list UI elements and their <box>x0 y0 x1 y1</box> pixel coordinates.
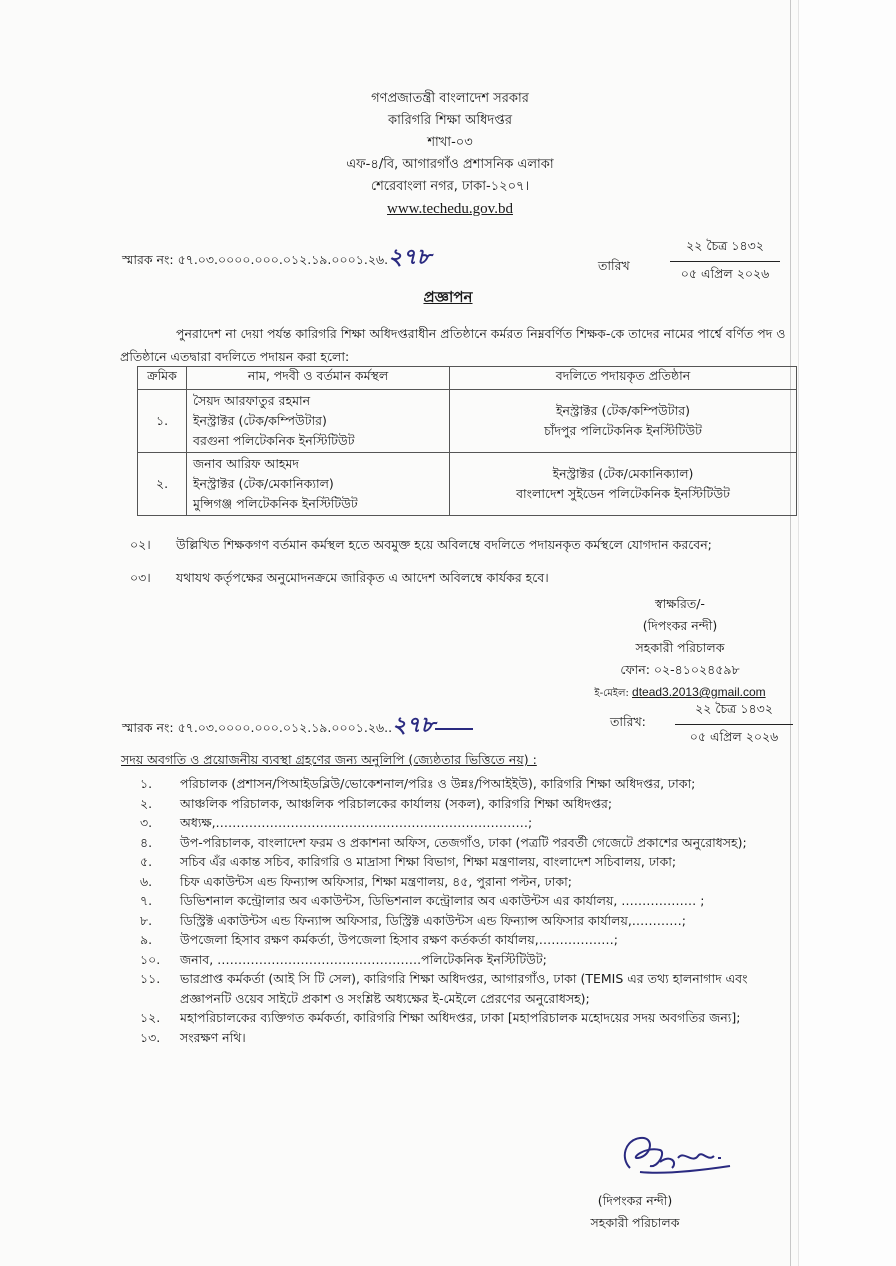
cc-list-item <box>128 969 798 1008</box>
new-posting-cell <box>450 390 797 453</box>
handwritten-number: ২৭৮ <box>392 712 435 737</box>
cc-list-item <box>128 930 798 950</box>
new-institute: চাঁদপুর পলিটেকনিক ইনস্টিটিউট <box>544 423 702 438</box>
scan-margin <box>798 0 896 1266</box>
memo-label: স্মারক নং: ৫৭.০৩.০০০০.০০০.০১২.১৯.০০০১.২৬. <box>122 252 389 267</box>
cc-list-item <box>128 833 798 853</box>
item-text: সংরক্ষণ নথি। <box>180 1029 246 1045</box>
signatory-name: (দিপংকর নন্দী) <box>642 618 718 633</box>
item-number: ৯. <box>140 932 153 947</box>
bottom-signature-block <box>560 1190 710 1234</box>
letterhead-line: কারিগরি শিক্ষা অধিদপ্তর <box>387 113 513 128</box>
cc-list-item <box>128 872 798 892</box>
signatory-name: (দিপংকর নন্দী) <box>597 1193 673 1208</box>
item-number: ৫. <box>140 854 153 869</box>
item-number: ১২. <box>140 1010 161 1025</box>
letterhead-line: শাখা-০৩ <box>427 135 473 150</box>
item-text: উপ-পরিচালক, বাংলাদেশ ফরম ও প্রকাশনা অফিস, তেজগাঁও, ঢাকা (পত্রটি পরবর্তী গেজেটে প্রকাশের অনুরোধসহ); <box>180 834 747 850</box>
handwritten-signature <box>600 1128 750 1188</box>
item-number: ২. <box>140 795 153 811</box>
item-number: ৪. <box>140 834 153 850</box>
point-03 <box>130 570 810 590</box>
item-text: মহাপরিচালকের ব্যক্তিগত কর্মকর্তা, কারিগরি শিক্ষা অধিদপ্তর, ঢাকা [মহাপরিচালক মহোদয়ের সদয় অবগতির জন্য]; <box>180 1010 741 1025</box>
handwritten-number: ২৭৮ <box>388 244 431 269</box>
teacher-post: ইনস্ট্রাক্টর (টেক/কম্পিউটার) <box>193 413 327 428</box>
pen-stroke <box>435 728 473 730</box>
item-number: ৬. <box>140 873 153 889</box>
date-label: তারিখ <box>598 258 630 273</box>
point-text: উল্লিখিত শিক্ষকগণ বর্তমান কর্মস্থল হতে অবমুক্ত হয়ে অবিলম্বে বদলিতে পদায়নকৃত কর্মস্থলে যোগদান করবেন; <box>176 537 712 552</box>
intro-paragraph: পুনরাদেশ না দেয়া পর্যন্ত কারিগরি শিক্ষা অধিদপ্তরাধীন প্রতিষ্ঠানে কর্মরত নিম্নবর্ণিত শিক্ষক-কে তাদের নামের পার্শ্বে বর্ণিত পদ ও প্রতিষ্ঠানে এতদ্বারা বদলিতে পদায়ন করা হলো: <box>120 326 786 364</box>
email-label: ই-মেইল: <box>594 688 629 699</box>
item-text: অধ্যক্ষ,…………………………………………………………………; <box>180 815 533 830</box>
cc-list-item <box>128 813 798 833</box>
serial-cell: ১. <box>138 390 187 453</box>
item-text: ডিভিশনাল কন্ট্রোলার অব একাউন্টস, ডিভিশনাল কন্ট্রোলার অব একাউন্টস এর কার্যালয়, ……………… ; <box>180 893 705 908</box>
item-text: উপজেলা হিসাব রক্ষণ কর্মকর্তা, উপজেলা হিসাব রক্ষণ কর্তকর্তা কার্যালয়,………………; <box>180 932 618 947</box>
table-row <box>138 390 797 453</box>
item-text: পরিচালক (প্রশাসন/পিআইডব্লিউ/ভোকেশনাল/পরিঃ ও উন্নঃ/পিআইইউ), কারিগরি শিক্ষা অধিদপ্তর, ঢাকা; <box>180 776 696 791</box>
letterhead-line: গণপ্রজাতন্ত্রী বাংলাদেশ সরকার <box>371 91 529 106</box>
col-new-posting: বদলিতে পদায়কৃত প্রতিষ্ঠান <box>450 367 797 390</box>
new-post: ইনস্ট্রাক্টর (টেক/কম্পিউটার) <box>556 403 690 418</box>
item-text: ভারপ্রাপ্ত কর্মকর্তা (আই সি টি সেল), কারিগরি শিক্ষা অধিদপ্তর, আগারগাঁও, ঢাকা (TEMIS এর তথ্য হালনাগাদ এবং প্রজ্ঞাপনটি ওয়েব সাইটে প্রকাশ ও সংশ্লিষ্ট অধ্যক্ষের ই-মেইলে প্রেরণের অনুরোধসহ); <box>180 971 748 1006</box>
date-label: তারিখ: <box>610 714 646 729</box>
item-number: ৭. <box>140 893 153 908</box>
serial-cell: ২. <box>138 453 187 516</box>
letterhead-line: শেরেবাংলা নগর, ঢাকা-১২০৭। <box>370 179 530 194</box>
signature-block <box>580 593 780 705</box>
current-institute: মুন্সিগঞ্জ পলিটেকনিক ইনস্টিটিউট <box>193 496 358 511</box>
col-name: নাম, পদবী ও বর্তমান কর্মস্থল <box>187 367 450 390</box>
title-text: প্রজ্ঞাপন <box>423 288 473 306</box>
teacher-name: জনাব আরিফ আহমদ <box>193 456 299 471</box>
letterhead <box>250 88 650 220</box>
new-posting-cell <box>450 453 797 516</box>
teacher-name: সৈয়দ আরফাতুর রহমান <box>193 393 311 408</box>
item-text: জনাব, ………………………………………….পলিটেকনিক ইনস্টিটিউট; <box>180 951 547 967</box>
cc-list-item <box>128 1008 798 1028</box>
scan-edge-line <box>790 0 791 1266</box>
table-row <box>138 453 797 516</box>
point-number: ০২। <box>130 537 151 552</box>
cc-list-item <box>128 950 798 970</box>
teacher-post: ইনস্ট্রাক্টর (টেক/মেকানিক্যাল) <box>193 476 334 491</box>
item-number: ১১. <box>140 971 161 986</box>
item-text: ডিস্ট্রিক্ট একাউন্টস এন্ড ফিন্যান্স অফিসার, ডিস্ট্রিক্ট একাউন্টস এন্ড ফিন্যান্স অফিসার কার্যালয়,…………; <box>180 912 687 928</box>
cc-list <box>128 774 798 1047</box>
cc-list-item <box>128 852 798 872</box>
item-number: ৩. <box>140 815 153 830</box>
item-number: ১৩. <box>140 1029 161 1045</box>
signed-mark: স্বাক্ষরিত/- <box>655 596 705 611</box>
cc-list-item <box>128 911 798 931</box>
signatory-designation: সহকারী পরিচালক <box>635 640 725 655</box>
point-02 <box>130 537 810 557</box>
date-bangla: ২২ চৈত্র ১৪৩২ <box>670 238 780 262</box>
cc-list-item <box>128 891 798 911</box>
point-number: ০৩। <box>130 570 151 585</box>
memo-number-2 <box>122 708 473 745</box>
table-header-row <box>138 367 797 390</box>
memo-label: স্মারক নং: ৫৭.০৩.০০০০.০০০.০১২.১৯.০০০১.২৬.. <box>122 720 393 735</box>
cc-list-item <box>128 1028 798 1048</box>
item-text: আঞ্চলিক পরিচালক, আঞ্চলিক পরিচালকের কার্যালয় (সকল), কারিগরি শিক্ষা অধিদপ্তর; <box>180 795 613 811</box>
name-cell <box>187 453 450 516</box>
current-institute: বরগুনা পলিটেকনিক ইনস্টিটিউট <box>193 433 355 448</box>
cc-list-item <box>128 774 798 794</box>
cc-list-item <box>128 794 798 814</box>
date-block-1 <box>670 238 780 286</box>
date-gregorian: ০৫ এপ্রিল ২০২৬ <box>680 266 770 281</box>
date-block-2 <box>675 701 793 749</box>
name-cell <box>187 390 450 453</box>
letterhead-line: এফ-৪/বি, আগারগাঁও প্রশাসনিক এলাকা <box>346 157 554 172</box>
website-link[interactable]: www.techedu.gov.bd <box>387 201 513 217</box>
document-title <box>0 286 896 311</box>
date-bangla: ২২ চৈত্র ১৪৩২ <box>675 701 793 725</box>
email-link[interactable]: dtead3.2013@gmail.com <box>632 685 766 699</box>
item-number: ১. <box>140 776 153 791</box>
date-gregorian: ০৫ এপ্রিল ২০২৬ <box>689 729 779 744</box>
cc-heading: সদয় অবগতি ও প্রয়োজনীয় ব্যবস্থা গ্রহণের জন্য অনুলিপি (জ্যেষ্ঠতার ভিত্তিতে নয়) : <box>121 752 537 767</box>
col-serial: ক্রমিক <box>138 367 187 390</box>
item-text: চিফ একাউন্টস এন্ড ফিন্যান্স অফিসার, শিক্ষা মন্ত্রণালয়, ৪৫, পুরানা পল্টন, ঢাকা; <box>180 873 572 889</box>
point-text: যথাযথ কর্তৃপক্ষের অনুমোদনক্রমে জারিকৃত এ আদেশ অবিলম্বে কার্যকর হবে। <box>176 570 549 585</box>
item-text: সচিব এঁর একান্ত সচিব, কারিগরি ও মাদ্রাসা শিক্ষা বিভাগ, শিক্ষা মন্ত্রণালয়, বাংলাদেশ সচিবালয়, ঢাকা; <box>180 854 677 869</box>
item-number: ৮. <box>140 912 153 928</box>
item-number: ১০. <box>140 951 161 967</box>
new-institute: বাংলাদেশ সুইডেন পলিটেকনিক ইনস্টিটিউট <box>516 486 730 501</box>
signatory-phone: ফোন: ০২-৪১০২৪৫৯৮ <box>620 662 740 677</box>
memo-number-1 <box>122 240 431 277</box>
new-post: ইনস্ট্রাক্টর (টেক/মেকানিক্যাল) <box>552 466 694 481</box>
signatory-designation: সহকারী পরিচালক <box>590 1215 680 1230</box>
transfer-table <box>137 366 797 516</box>
